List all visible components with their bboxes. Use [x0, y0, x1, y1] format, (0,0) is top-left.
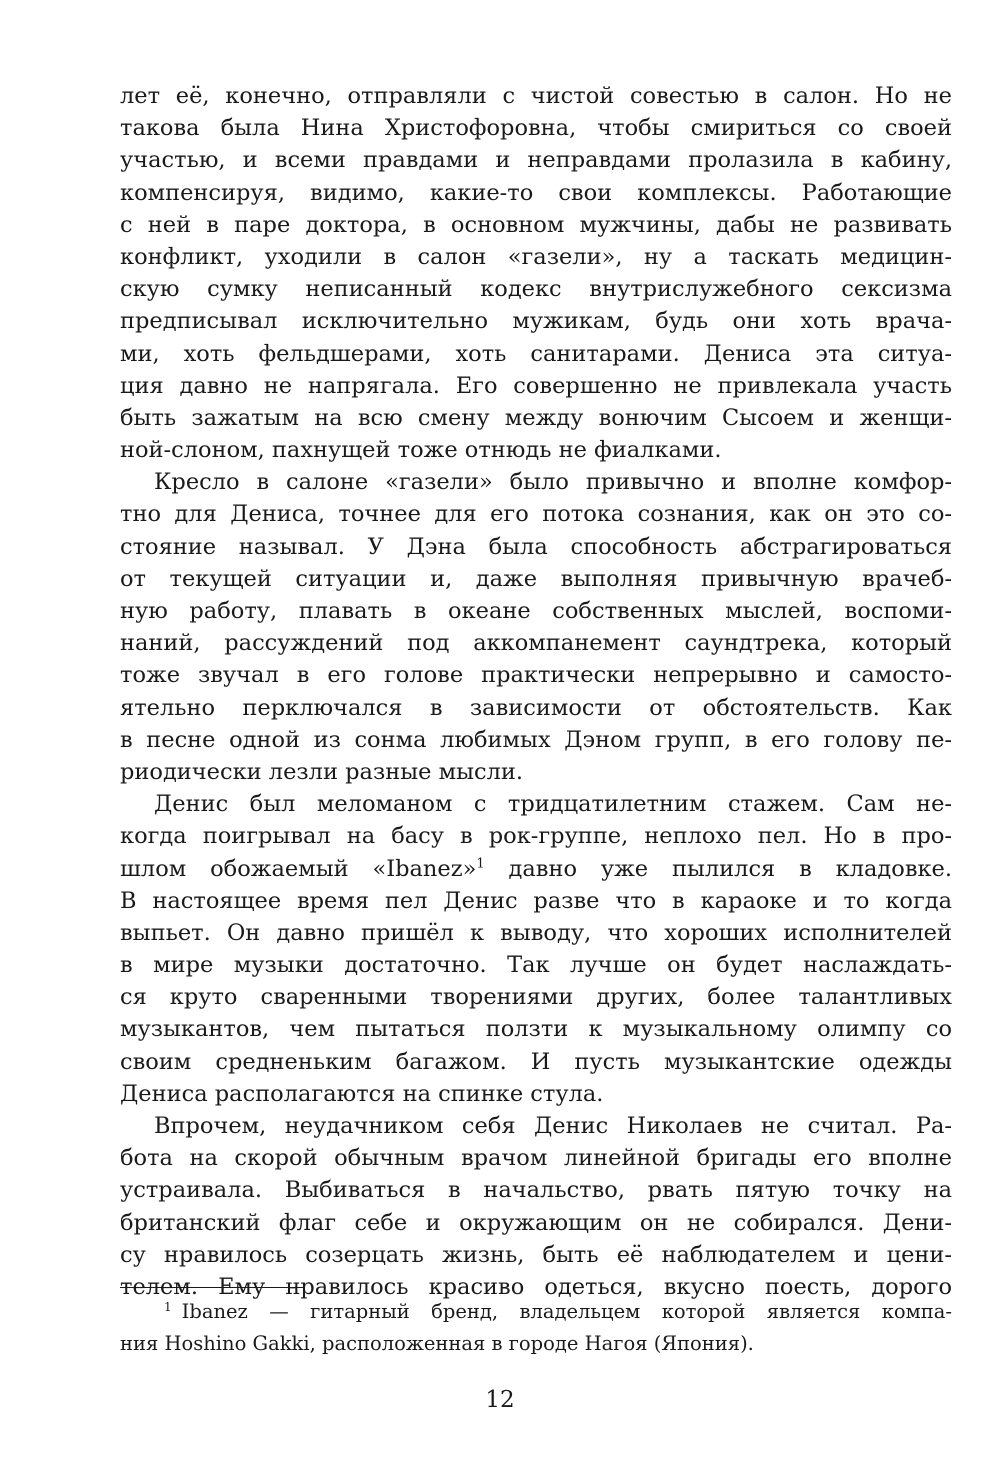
footnote-line: ния Hoshino Gakki, расположенная в городе Нагоя (Япония).: [120, 1332, 754, 1355]
footnote-text: Ibanez — гитарный бренд, владельцем которой является компа-: [181, 1300, 952, 1323]
footnote-divider: [120, 1287, 303, 1288]
text-line: ной-слоном, пахнущей тоже отнюдь не фиалками.: [120, 437, 722, 464]
text-line: ятельно перключался в зависимости от обстоятельств. Как: [120, 694, 952, 721]
text-line: бота на скорой обычным врачом линейной бригады его вполне: [120, 1145, 952, 1172]
text-line-with-footnote-ref: [120, 853, 952, 885]
text-line: стояние называл. У Дэна была способность абстрагироваться: [120, 533, 952, 560]
text-line: быть зажатым на всю смену между вонючим Сысоем и женщи-: [120, 404, 952, 431]
text-line: британский флаг себе и окружающим он не собирался. Дени-: [120, 1209, 952, 1236]
text-line: участью, и всеми правдами и неправдами пролазила в кабину,: [120, 147, 952, 174]
text-line: Кресло в салоне «газели» было привычно и вполне комфор-: [154, 469, 952, 496]
text-segment: шлом обожаемый «Ibanez»: [120, 855, 477, 882]
text-line: су нравилось созерцать жизнь, быть её наблюдателем и цени-: [120, 1241, 952, 1268]
text-line: устраивала. Выбиваться в начальство, рвать пятую точку на: [120, 1177, 952, 1204]
text-line: В настоящее время пел Денис разве что в караоке и то когда: [120, 887, 952, 914]
text-line: с ней в паре доктора, в основном мужчины, дабы не развивать: [120, 211, 952, 238]
text-line: в мире музыки достаточно. Так лучше он будет наслаждать-: [120, 952, 952, 979]
text-line: конфликт, уходили в салон «газели», ну а таскать медицин-: [120, 243, 952, 270]
text-segment: давно уже пылился в кладовке.: [508, 855, 953, 882]
text-line: скую сумку неписанный кодекс внутрислужебного сексизма: [120, 276, 952, 303]
text-line: предписывал исключительно мужикам, будь они хоть врача-: [120, 308, 952, 335]
text-line: наний, рассуждений под аккомпанемент саундтрека, который: [120, 630, 952, 657]
text-line: ся круто сваренными творениями других, более талантливых: [120, 984, 952, 1011]
footnote-marker: 1: [164, 1299, 172, 1314]
text-line: лет её, конечно, отправляли с чистой совестью в салон. Но не: [120, 83, 952, 109]
body-text: [120, 80, 952, 1303]
text-line: выпьет. Он давно пришёл к выводу, что хороших исполнителей: [120, 919, 952, 946]
text-line: Впрочем, неудачником себя Денис Николаев не считал. Ра-: [154, 1113, 952, 1139]
footnote-line: [120, 1296, 952, 1328]
text-line: тно для Дениса, точнее для его потока сознания, как он это со-: [120, 501, 952, 528]
text-line: своим средненьким багажом. И пусть музыкантские одежды: [120, 1048, 952, 1075]
footnote: [120, 1296, 952, 1360]
text-line: ми, хоть фельдшерами, хоть санитарами. Дениса эта ситуа-: [120, 340, 952, 367]
text-line: тоже звучал в его голове практически непрерывно и самосто-: [120, 662, 952, 689]
text-line: такова была Нина Христофоровна, чтобы смириться со своей: [120, 115, 952, 142]
text-line: Денис был меломаном с тридцатилетним стажем. Сам не-: [154, 791, 952, 818]
text-line: когда поигрывал на басу в рок-группе, неплохо пел. Но в про-: [120, 823, 952, 850]
text-line: в песне одной из сонма любимых Дэном групп, в его голову пе-: [120, 726, 952, 753]
text-line: музыкантов, чем пытаться ползти к музыкальному олимпу со: [120, 1016, 952, 1043]
footnote-reference[interactable]: 1: [476, 856, 485, 871]
page-number: 12: [485, 1387, 515, 1413]
text-line: Дениса располагаются на спинке стула.: [120, 1080, 604, 1107]
text-line: от текущей ситуации и, даже выполняя привычную врачеб-: [120, 565, 952, 592]
text-line: компенсируя, видимо, какие-то свои комплексы. Работающие: [120, 179, 952, 206]
text-line: телем. Ему нравилось красиво одеться, вкусно поесть, дорого: [120, 1273, 952, 1300]
text-line: риодически лезли разные мысли.: [120, 758, 524, 785]
text-line: ную работу, плавать в океане собственных мыслей, воспоми-: [120, 598, 952, 624]
text-line: ция давно не напрягала. Его совершенно не привлекала участь: [120, 372, 952, 399]
